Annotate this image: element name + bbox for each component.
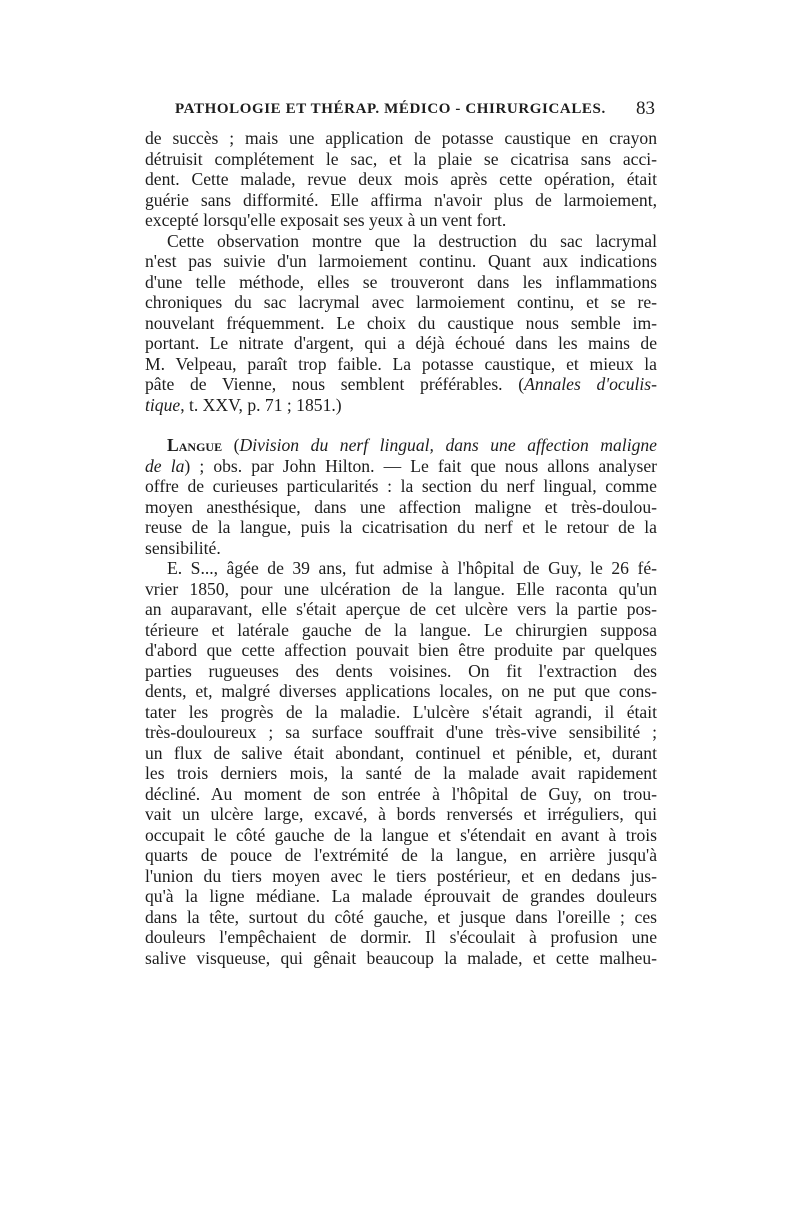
text-line: un flux de salive était abondant, continuel et pénible, et, durant [145, 742, 657, 763]
text-line: très-douloureux ; sa surface souffrait d'une très-vive sensibilité ; [145, 722, 657, 742]
text-line: qu'à la ligne médiane. La malade éprouvait de grandes douleurs [145, 886, 657, 906]
text-line: d'une telle méthode, elles se trouveront dans les inflammations [145, 271, 657, 292]
entry-paren: ( [222, 435, 240, 455]
running-title: PATHOLOGIE ET THÉRAP. MÉDICO - CHIRURGICALES. [175, 101, 606, 117]
text-line: moyen anesthésique, dans une affection maligne et très-doulou- [145, 496, 657, 517]
text-line: E. S..., âgée de 39 ans, fut admise à l'hôpital de Guy, le 26 fé- [167, 558, 657, 578]
text-line [145, 456, 657, 477]
text-line: dent. Cette malade, revue deux mois après cette opération, était [145, 169, 657, 189]
text-line: d'abord que cette affection pouvait bien être produite par quelques [145, 640, 657, 660]
text-line: parties rugueuses des dents voisines. On fit l'extraction des [145, 660, 657, 681]
text-line: quarts de pouce de l'extrémité de la langue, en arrière jusqu'à [145, 845, 657, 865]
text-line: vait un ulcère large, excavé, à bords renversés et irréguliers, qui [145, 804, 657, 824]
text-line: n'est pas suivie d'un larmoiement continu. Quant aux indications [145, 251, 657, 271]
text-run: pâte de Vienne, nous semblent préférables. [145, 374, 503, 394]
text-line: douleurs l'empêchaient de dormir. Il s'écoulait à profusion une [145, 927, 657, 947]
text-line: an auparavant, elle s'était aperçue de cet ulcère vers la partie pos- [145, 599, 657, 619]
text-line: chroniques du sac lacrymal avec larmoiement continu, et se re- [145, 292, 657, 312]
text-line: l'union du tiers moyen avec le tiers postérieur, et en dedans jus- [145, 865, 657, 886]
text-line: tater les progrès de la maladie. L'ulcère s'était agrandi, il était [145, 701, 657, 722]
text-line: nouvelant fréquemment. Le choix du caustique nous semble im- [145, 312, 657, 333]
text-line [145, 374, 657, 395]
text-line: les trois derniers mois, la santé de la malade avait rapidement [145, 763, 657, 783]
text-line: décliné. Au moment de son entrée à l'hôpital de Guy, on trou- [145, 783, 657, 804]
citation-reference: , t. XXV, p. 71 ; 1851.) [180, 394, 342, 415]
citation-open: ( [502, 374, 525, 394]
page-number: 83 [636, 98, 655, 119]
text-line: occupait le côté gauche de la langue et s'étendait en avant à trois [145, 824, 657, 845]
text-line: excepté lorsqu'elle exposait ses yeux à un vent fort. [145, 210, 507, 230]
text-run: ) ; obs. par John Hilton. — Le fait que nous allons analyser [184, 455, 657, 476]
text-line [145, 395, 657, 416]
section-gap [145, 415, 657, 435]
text-line: portant. Le nitrate d'argent, qui a déjà échoué dans les mains de [145, 333, 657, 353]
text-line: dents, et, malgré diverses applications locales, on ne put que cons- [145, 681, 657, 701]
text-line [145, 435, 657, 456]
entry-heading: Langue [167, 435, 223, 455]
citation-journal-end: tique [145, 394, 181, 415]
text-line: Cette observation montre que la destruction du sac lacrymal [167, 230, 657, 251]
text-line: térieure et latérale gauche de la langue. Le chirurgien supposa [145, 619, 657, 640]
text-line: vrier 1850, pour une ulcération de la langue. Elle raconta qu'un [145, 578, 657, 599]
text-line: de succès ; mais une application de potasse caustique en crayon [145, 128, 657, 148]
text-line: détruisit complétement le sac, et la plaie se cicatrisa sans acci- [145, 148, 657, 169]
text-line: sensibilité. [145, 537, 221, 558]
text-line: reuse de la langue, puis la cicatrisation du nerf et le retour de la [145, 517, 657, 537]
text-line: guérie sans difformité. Elle affirma n'avoir plus de larmoiement, [145, 189, 657, 210]
text-line: M. Velpeau, paraît trop faible. La potasse caustique, et mieux la [145, 353, 657, 374]
running-head [175, 98, 655, 122]
entry-title: Division du nerf lingual, dans une affection maligne [239, 435, 657, 455]
text-line: salive visqueuse, qui gênait beaucoup la malade, et cette malheu- [145, 947, 657, 968]
body-text [145, 128, 657, 968]
citation-journal: Annales d'oculis- [524, 374, 657, 394]
entry-title-end: de la [145, 455, 185, 476]
text-line: dans la tête, surtout du côté gauche, et jusque dans l'oreille ; ces [145, 906, 657, 927]
text-line: offre de curieuses particularités : la section du nerf lingual, comme [145, 476, 657, 496]
